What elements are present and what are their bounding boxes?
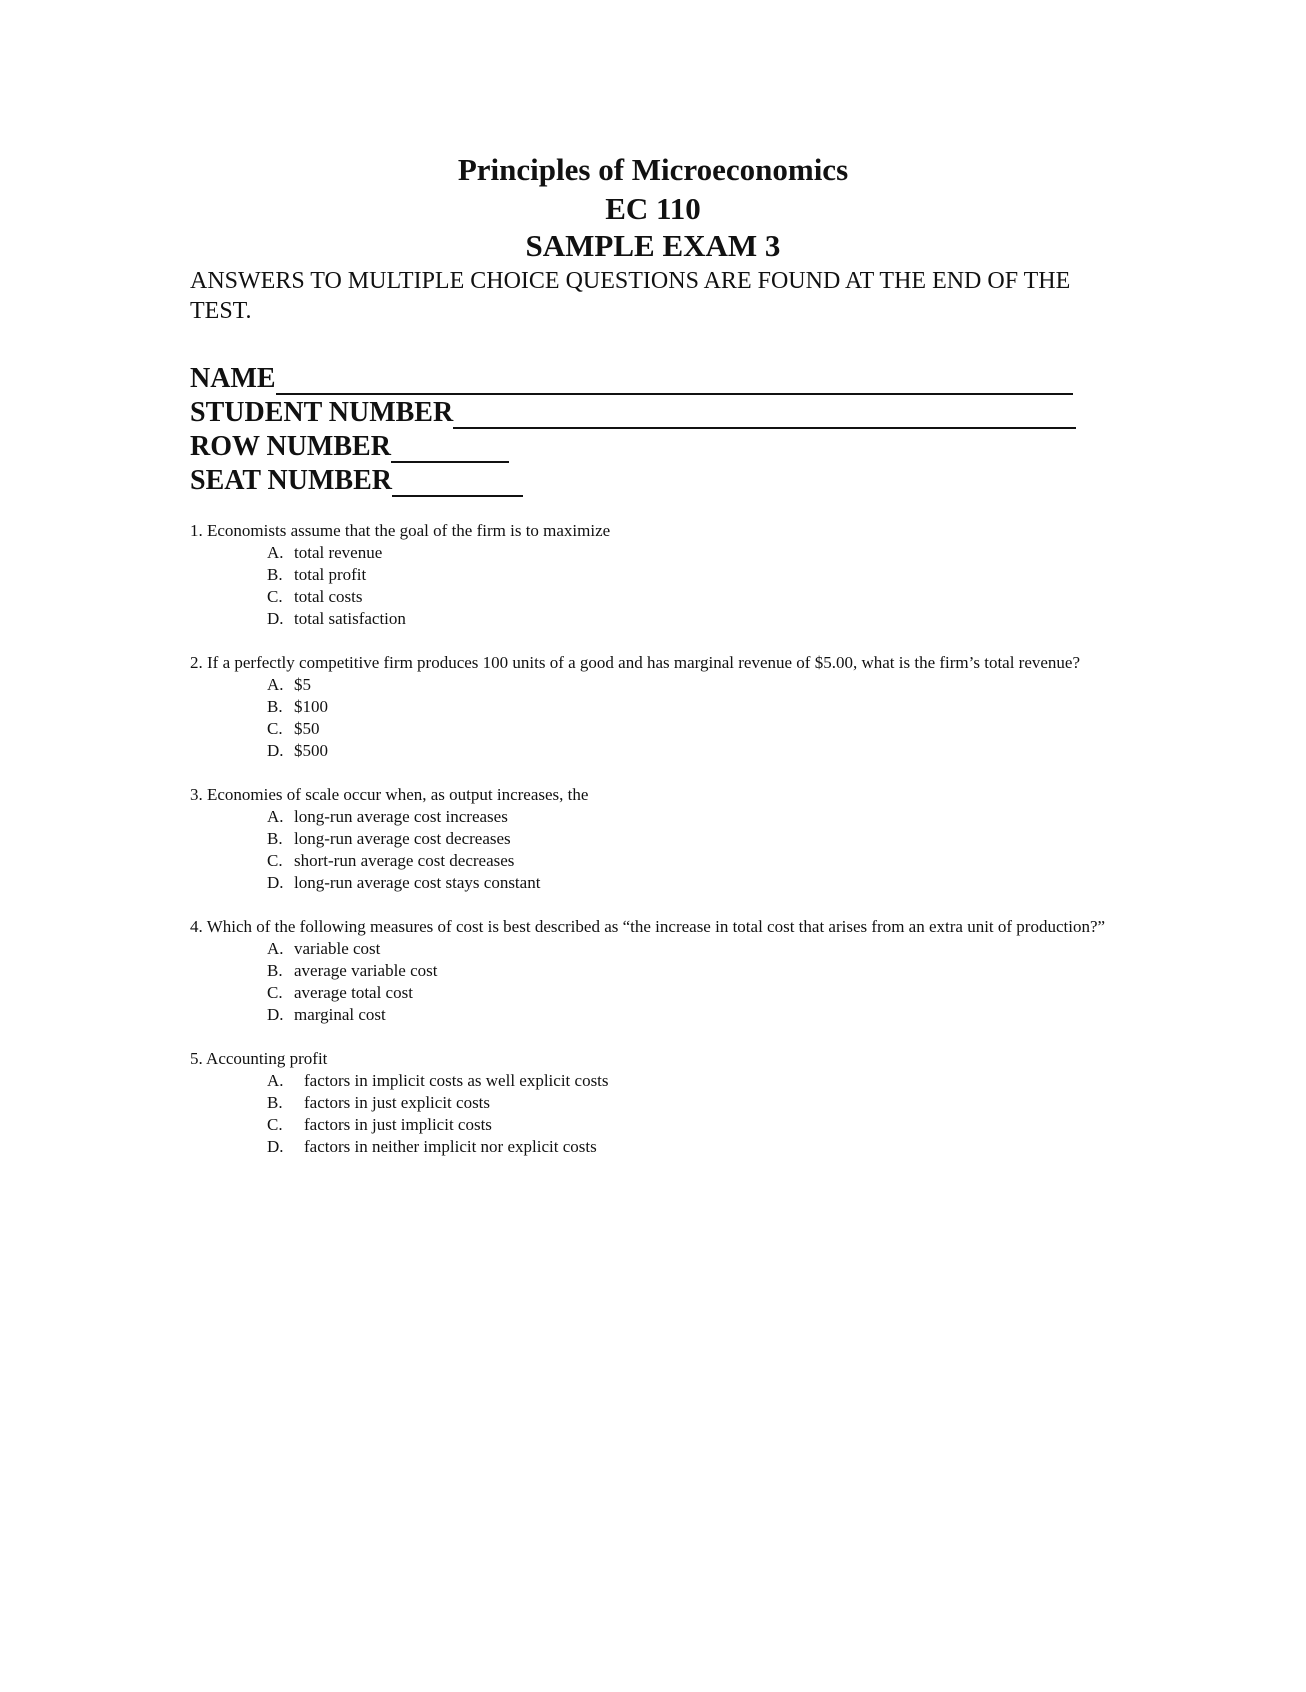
answer-options: [190, 938, 1110, 1026]
option-text: average variable cost: [294, 961, 438, 980]
option-letter: C.: [267, 587, 283, 606]
question-4: [190, 916, 1110, 1026]
question-2: [190, 652, 1110, 762]
answer-option[interactable]: [267, 1092, 1110, 1114]
answer-option[interactable]: [267, 674, 1110, 696]
answer-options: [190, 806, 1110, 894]
name-blank-line[interactable]: [276, 365, 1073, 395]
answer-option[interactable]: [267, 608, 1110, 630]
option-text: $50: [294, 719, 320, 738]
answer-option[interactable]: [267, 1114, 1110, 1136]
option-text: variable cost: [294, 939, 381, 958]
row-number-label: ROW NUMBER: [190, 431, 391, 462]
course-title: Principles of Microeconomics: [457, 152, 849, 187]
answer-option[interactable]: [267, 938, 1110, 960]
option-letter: B.: [267, 565, 283, 584]
option-text: long-run average cost decreases: [294, 829, 511, 848]
option-text: long-run average cost increases: [294, 807, 508, 826]
option-text: long-run average cost stays constant: [294, 873, 541, 892]
option-letter: B.: [267, 961, 283, 980]
option-letter: A.: [267, 939, 284, 958]
option-letter: B.: [267, 829, 283, 848]
option-letter: C.: [267, 983, 283, 1002]
option-text: $100: [294, 697, 328, 716]
option-text: factors in neither implicit nor explicit costs: [304, 1137, 597, 1156]
student-number-field[interactable]: [190, 395, 1076, 429]
question-5: [190, 1048, 1110, 1158]
name-field[interactable]: [190, 361, 1076, 395]
option-letter: B.: [267, 697, 283, 716]
answer-option[interactable]: [267, 718, 1110, 740]
student-number-label: STUDENT NUMBER: [190, 397, 454, 428]
option-letter: A.: [267, 1071, 284, 1090]
option-text: factors in just implicit costs: [304, 1115, 492, 1134]
option-text: total profit: [294, 565, 367, 584]
answer-option[interactable]: [267, 696, 1110, 718]
option-text: factors in implicit costs as well explicit costs: [304, 1071, 609, 1090]
row-number-field[interactable]: [190, 429, 1076, 463]
answer-options: [190, 674, 1110, 762]
option-text: factors in just explicit costs: [304, 1093, 491, 1112]
question-stem: 2. If a perfectly competitive firm produces 100 units of a good and has marginal revenue of $5.00, what is the firm’s total revenue?: [190, 653, 1081, 672]
option-letter: D.: [267, 1005, 284, 1024]
answer-option[interactable]: [267, 850, 1110, 872]
option-letter: A.: [267, 675, 284, 694]
exam-header: [0, 150, 1306, 265]
seat-number-field[interactable]: [190, 463, 1076, 497]
seat-number-label: SEAT NUMBER: [190, 465, 393, 496]
answer-option[interactable]: [267, 1136, 1110, 1158]
option-text: marginal cost: [294, 1005, 386, 1024]
student-info-fields: [190, 361, 1076, 497]
row-number-blank-line[interactable]: [391, 433, 509, 463]
option-letter: C.: [267, 719, 283, 738]
answers-notice: ANSWERS TO MULTIPLE CHOICE QUESTIONS ARE FOUND AT THE END OF THE TEST.: [190, 268, 1071, 324]
answer-option[interactable]: [267, 872, 1110, 894]
option-letter: A.: [267, 543, 284, 562]
option-text: total costs: [294, 587, 363, 606]
option-letter: B.: [267, 1093, 283, 1112]
answer-options: [190, 1070, 1110, 1158]
answer-option[interactable]: [267, 982, 1110, 1004]
option-letter: D.: [267, 873, 284, 892]
option-text: $5: [294, 675, 311, 694]
answer-option[interactable]: [267, 1070, 1110, 1092]
question-stem: 3. Economies of scale occur when, as output increases, the: [190, 785, 589, 804]
seat-number-blank-line[interactable]: [392, 467, 523, 497]
option-letter: C.: [267, 1115, 283, 1134]
question-stem: 1. Economists assume that the goal of the firm is to maximize: [190, 521, 611, 540]
question-3: [190, 784, 1110, 894]
course-code: EC 110: [605, 191, 701, 226]
question-stem: 4. Which of the following measures of cost is best described as “the increase in total cost that arises from an extra unit of production?”: [190, 917, 1106, 936]
option-text: average total cost: [294, 983, 413, 1002]
option-text: total revenue: [294, 543, 383, 562]
answer-option[interactable]: [267, 960, 1110, 982]
student-number-blank-line[interactable]: [453, 399, 1076, 429]
answer-option[interactable]: [267, 1004, 1110, 1026]
option-text: short-run average cost decreases: [294, 851, 515, 870]
option-letter: D.: [267, 1137, 284, 1156]
name-label: NAME: [190, 363, 276, 394]
answer-option[interactable]: [267, 740, 1110, 762]
option-text: $500: [294, 741, 328, 760]
option-letter: D.: [267, 741, 284, 760]
answer-option[interactable]: [267, 586, 1110, 608]
answer-options: [190, 542, 1110, 630]
answer-option[interactable]: [267, 564, 1110, 586]
answer-option[interactable]: [267, 542, 1110, 564]
option-letter: A.: [267, 807, 284, 826]
questions-list: [190, 520, 1110, 1180]
question-stem: 5. Accounting profit: [190, 1049, 328, 1068]
question-1: [190, 520, 1110, 630]
answer-option[interactable]: [267, 828, 1110, 850]
answer-option[interactable]: [267, 806, 1110, 828]
exam-title: SAMPLE EXAM 3: [525, 228, 781, 263]
option-letter: C.: [267, 851, 283, 870]
option-text: total satisfaction: [294, 609, 406, 628]
option-letter: D.: [267, 609, 284, 628]
